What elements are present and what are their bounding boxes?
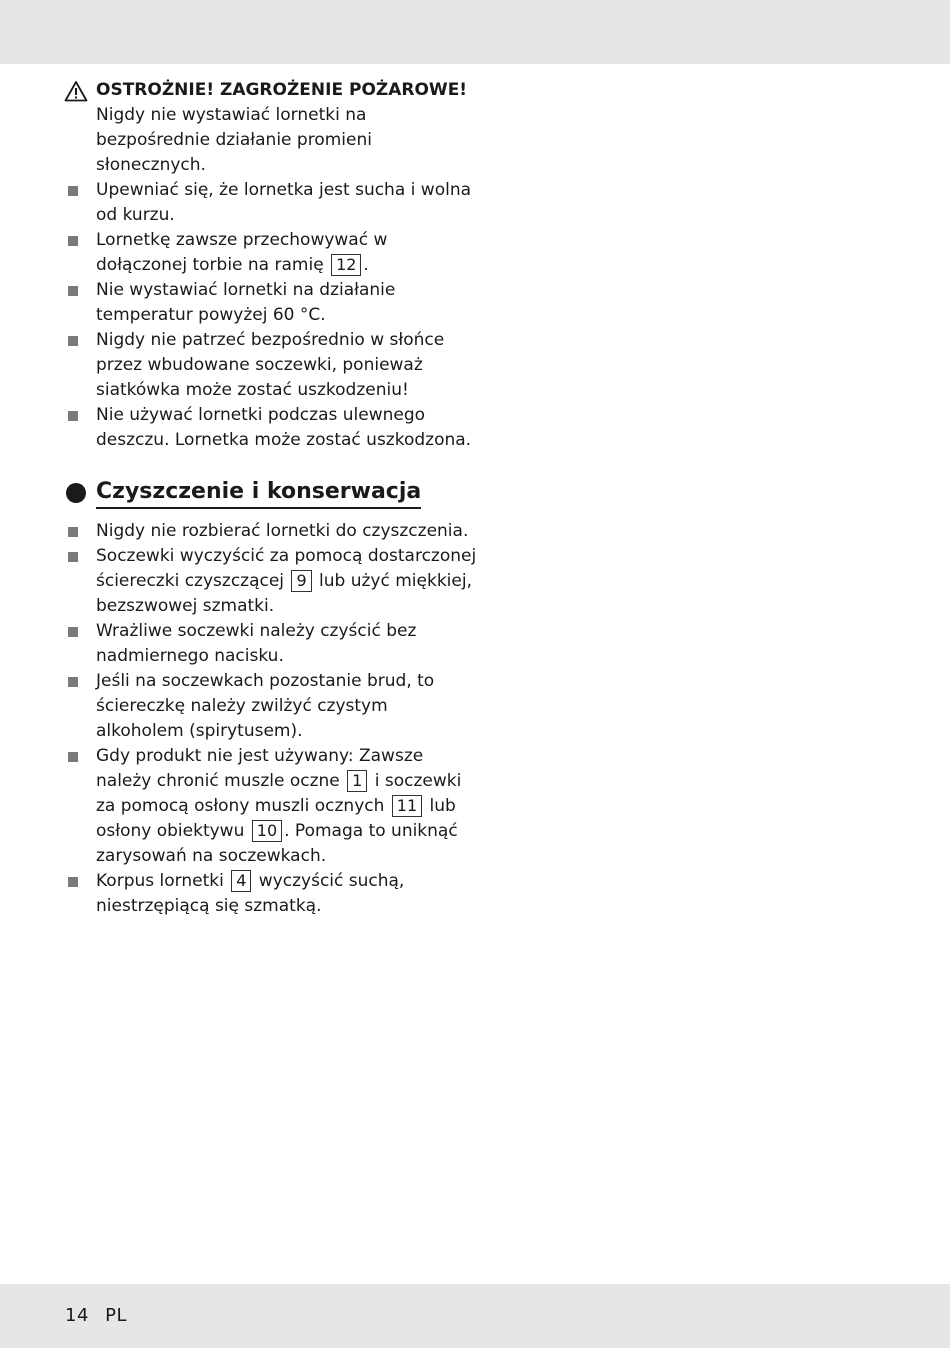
- warning-text: Nigdy nie wystawiać lornetki na bezpośrednie działanie promieni słonecznych.: [96, 105, 372, 175]
- warning-title: OSTROŻNIE! ZAGROŻENIE POŻAROWE!: [96, 80, 468, 100]
- square-bullet-icon: [68, 411, 78, 421]
- list-item: [60, 869, 480, 919]
- square-bullet-icon: [68, 677, 78, 687]
- section-dot-icon: [66, 483, 86, 503]
- section-heading: [60, 477, 480, 511]
- part-reference: 1: [347, 770, 367, 792]
- part-reference: 12: [331, 254, 361, 276]
- list-item-text: . Pomaga to uniknąć zarysowań na soczewkach.: [96, 821, 458, 866]
- list-item-text: Jeśli na soczewkach pozostanie brud, to ściereczkę należy zwilżyć czystym alkoholem (spirytusem).: [96, 671, 435, 741]
- list-item-text: Nigdy nie patrzeć bezpośrednio w słońce przez wbudowane soczewki, ponieważ siatkówka może zostać uszkodzeniu!: [96, 330, 445, 400]
- list-item-text: i soczewki za pomocą osłony muszli ocznych: [96, 771, 462, 816]
- part-reference: 11: [392, 795, 422, 817]
- list-item: [60, 278, 480, 328]
- square-bullet-icon: [68, 336, 78, 346]
- square-bullet-icon: [68, 877, 78, 887]
- fire-warning: [60, 78, 480, 178]
- list-item: [60, 669, 480, 744]
- part-reference: 10: [252, 820, 282, 842]
- page-footer: [65, 1305, 137, 1326]
- list-item-text: Nigdy nie rozbierać lornetki do czyszczenia.: [96, 521, 469, 541]
- list-item: [60, 744, 480, 869]
- list-item: [60, 619, 480, 669]
- warning-triangle-icon: [64, 80, 88, 102]
- list-item-text: Upewniać się, że lornetka jest sucha i wolna od kurzu.: [96, 180, 472, 225]
- page-number: 14: [65, 1305, 89, 1326]
- list-item-text: Nie używać lornetki podczas ulewnego deszczu. Lornetka może zostać uszkodzona.: [96, 405, 472, 450]
- list-item-text: Gdy produkt nie jest używany: Zawsze należy chronić muszle oczne: [96, 746, 424, 791]
- square-bullet-icon: [68, 236, 78, 246]
- list-item: [60, 403, 480, 453]
- list-item-text: lub użyć miękkiej, bezszwowej szmatki.: [96, 571, 472, 616]
- list-item: [60, 519, 480, 544]
- square-bullet-icon: [68, 186, 78, 196]
- list-item: [60, 328, 480, 403]
- list-item-text: wyczyścić suchą, niestrzępiącą się szmatką.: [96, 871, 405, 916]
- language-code: PL: [105, 1305, 128, 1326]
- square-bullet-icon: [68, 627, 78, 637]
- square-bullet-icon: [68, 552, 78, 562]
- square-bullet-icon: [68, 286, 78, 296]
- list-item-text: Nie wystawiać lornetki na działanie temperatur powyżej 60 °C.: [96, 280, 396, 325]
- list-item-text: Lornetkę zawsze przechowywać w dołączonej torbie na ramię: [96, 230, 388, 275]
- square-bullet-icon: [68, 752, 78, 762]
- section-title: Czyszczenie i konserwacja: [96, 477, 421, 509]
- list-item-text: Korpus lornetki: [96, 871, 230, 891]
- list-item-text: Soczewki wyczyścić za pomocą dostarczonej ściereczki czyszczącej: [96, 546, 477, 591]
- list-item: [60, 178, 480, 228]
- part-reference: 9: [291, 570, 311, 592]
- footer-band: [0, 1284, 950, 1348]
- list-item-text: .: [363, 255, 369, 275]
- page-content: [60, 78, 480, 919]
- list-item-text: lub osłony obiektywu: [96, 796, 456, 841]
- list-item-text: Wrażliwe soczewki należy czyścić bez nadmiernego nacisku.: [96, 621, 417, 666]
- list-item: [60, 544, 480, 619]
- square-bullet-icon: [68, 527, 78, 537]
- header-band: [0, 0, 950, 64]
- part-reference: 4: [231, 870, 251, 892]
- list-item: [60, 228, 480, 278]
